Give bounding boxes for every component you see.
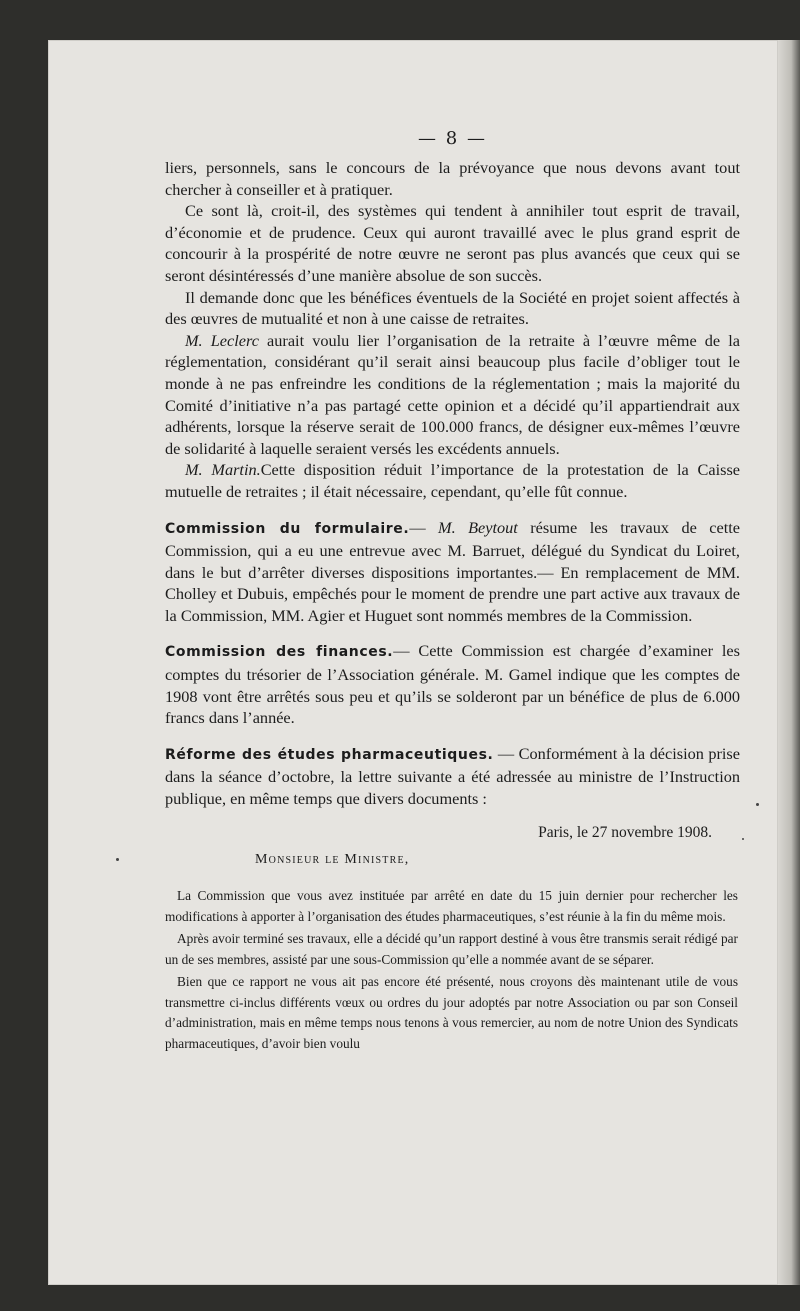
- paragraph-reforme: [165, 743, 740, 810]
- letter-salutation: Monsieur le Ministre,: [255, 851, 410, 867]
- paragraph-finances: [165, 640, 740, 728]
- paragraph-formulaire: [165, 517, 740, 627]
- page-edge: [778, 40, 800, 1285]
- paragraph-1: liers, personnels, sans le concours de la prévoyance que nous devons avant tout chercher à conseiller et à pratiquer.: [165, 158, 740, 199]
- speaker-name: M. Leclerc: [185, 330, 259, 350]
- paragraph-formulaire-text: résume les travaux de cette Commission, qui a eu une entrevue avec M. Barruet, délégué du Syndicat du Loiret, dans le but d’arrêter diverses dispositions importantes.— En remplacement de MM. Cholley et Dubuis, empêchés pour le moment de prendre une part active aux travaux de la Commission, MM. Agier et Huguet sont nommés membres de la Commission.: [165, 517, 740, 625]
- paragraph-5-text: Cette disposition réduit l’importance de la protestation de la Caisse mutuelle de retraites ; il était nécessaire, cependant, qu’elle fût connue.: [165, 460, 741, 501]
- speaker-name: M. Martin.: [185, 460, 261, 480]
- speaker-name: M. Beytout: [438, 517, 518, 537]
- section-heading-reforme: Réforme des études pharmaceutiques.: [165, 746, 494, 763]
- paragraph-3: Il demande donc que les bénéfices éventuels de la Société en projet soient affectés à des œuvres de mutualité et non à une caisse de retraites.: [165, 287, 740, 329]
- paragraph-reforme-text: — Conformément à la décision prise dans la séance d’octobre, la lettre suivante a été adressée au ministre de l’Instruction publique, en même temps que divers documents :: [165, 743, 740, 809]
- paragraph-2: Ce sont là, croit-il, des systèmes qui tendent à annihiler tout esprit de travail, d’économie et de prudence. Ceux qui auront travaillé avec le plus grand esprit de concourir à la prospérité de notre œuvre ne seront pas plus avancés que ceux qui se seront désintéressés d’une manière absolue de son succès.: [165, 201, 740, 285]
- letter-paragraph: Bien que ce rapport ne vous ait pas encore été présenté, nous croyons dès maintenant utile de vous transmettre ci-inclus différents vœux ou ordres du jour adoptés par notre Association ou par son Conseil d’administration, mais en même temps nous tenons à vous remercier, au nom de notre Union des Syndicats pharmaceutiques, d’avoir bien voulu: [165, 974, 738, 1051]
- page-number: — 8 —: [418, 128, 487, 149]
- letter-paragraph: Après avoir terminé ses travaux, elle a décidé qu’un rapport destiné à vous être transmis serait rédigé par un de ses membres, assisté par une sous-Commission qu’elle a nommée avant de se séparer.: [165, 931, 738, 967]
- dash: —: [409, 517, 439, 537]
- paragraph-5: [165, 459, 740, 502]
- letter-paragraph: La Commission que vous avez instituée par arrêté en date du 15 juin dernier pour rechercher les modifications à apporter à l’organisation des études pharmaceutiques, s’est réunie à la fin du même mois.: [165, 888, 738, 924]
- section-heading-formulaire: Commission du formulaire.: [165, 520, 410, 537]
- paragraph-4: [165, 330, 740, 460]
- paragraph-finances-text: — Cette Commission est chargée d’examiner les comptes du trésorier de l’Association générale. M. Gamel indique que les comptes de 1908 vont être arrêtés sous peu et qu’ils se solderont par un bénéfice de plus de 6.000 francs dans l’année.: [165, 641, 740, 728]
- main-text-block: [165, 128, 740, 868]
- letter-body: [165, 886, 738, 1054]
- letter-dateline: Paris, le 27 novembre 1908.: [538, 823, 712, 841]
- paragraph-4-text: aurait voulu lier l’organisation de la retraite à l’œuvre même de la réglementation, considérant qu’il serait ainsi beaucoup plus facile d’obliger tout le monde à ne pas enfreindre les conditions de la réglementation ; mais la majorité du Comité d’initiative n’a pas partagé cette opinion et a décidé qu’il appartiendrait aux adhérents, lorsque la réserve serait de 100.000 francs, de désigner eux-mêmes l’œuvre de solidarité à laquelle seraient versés les excédents annuels.: [165, 330, 741, 458]
- section-heading-finances: Commission des finances.: [165, 644, 394, 661]
